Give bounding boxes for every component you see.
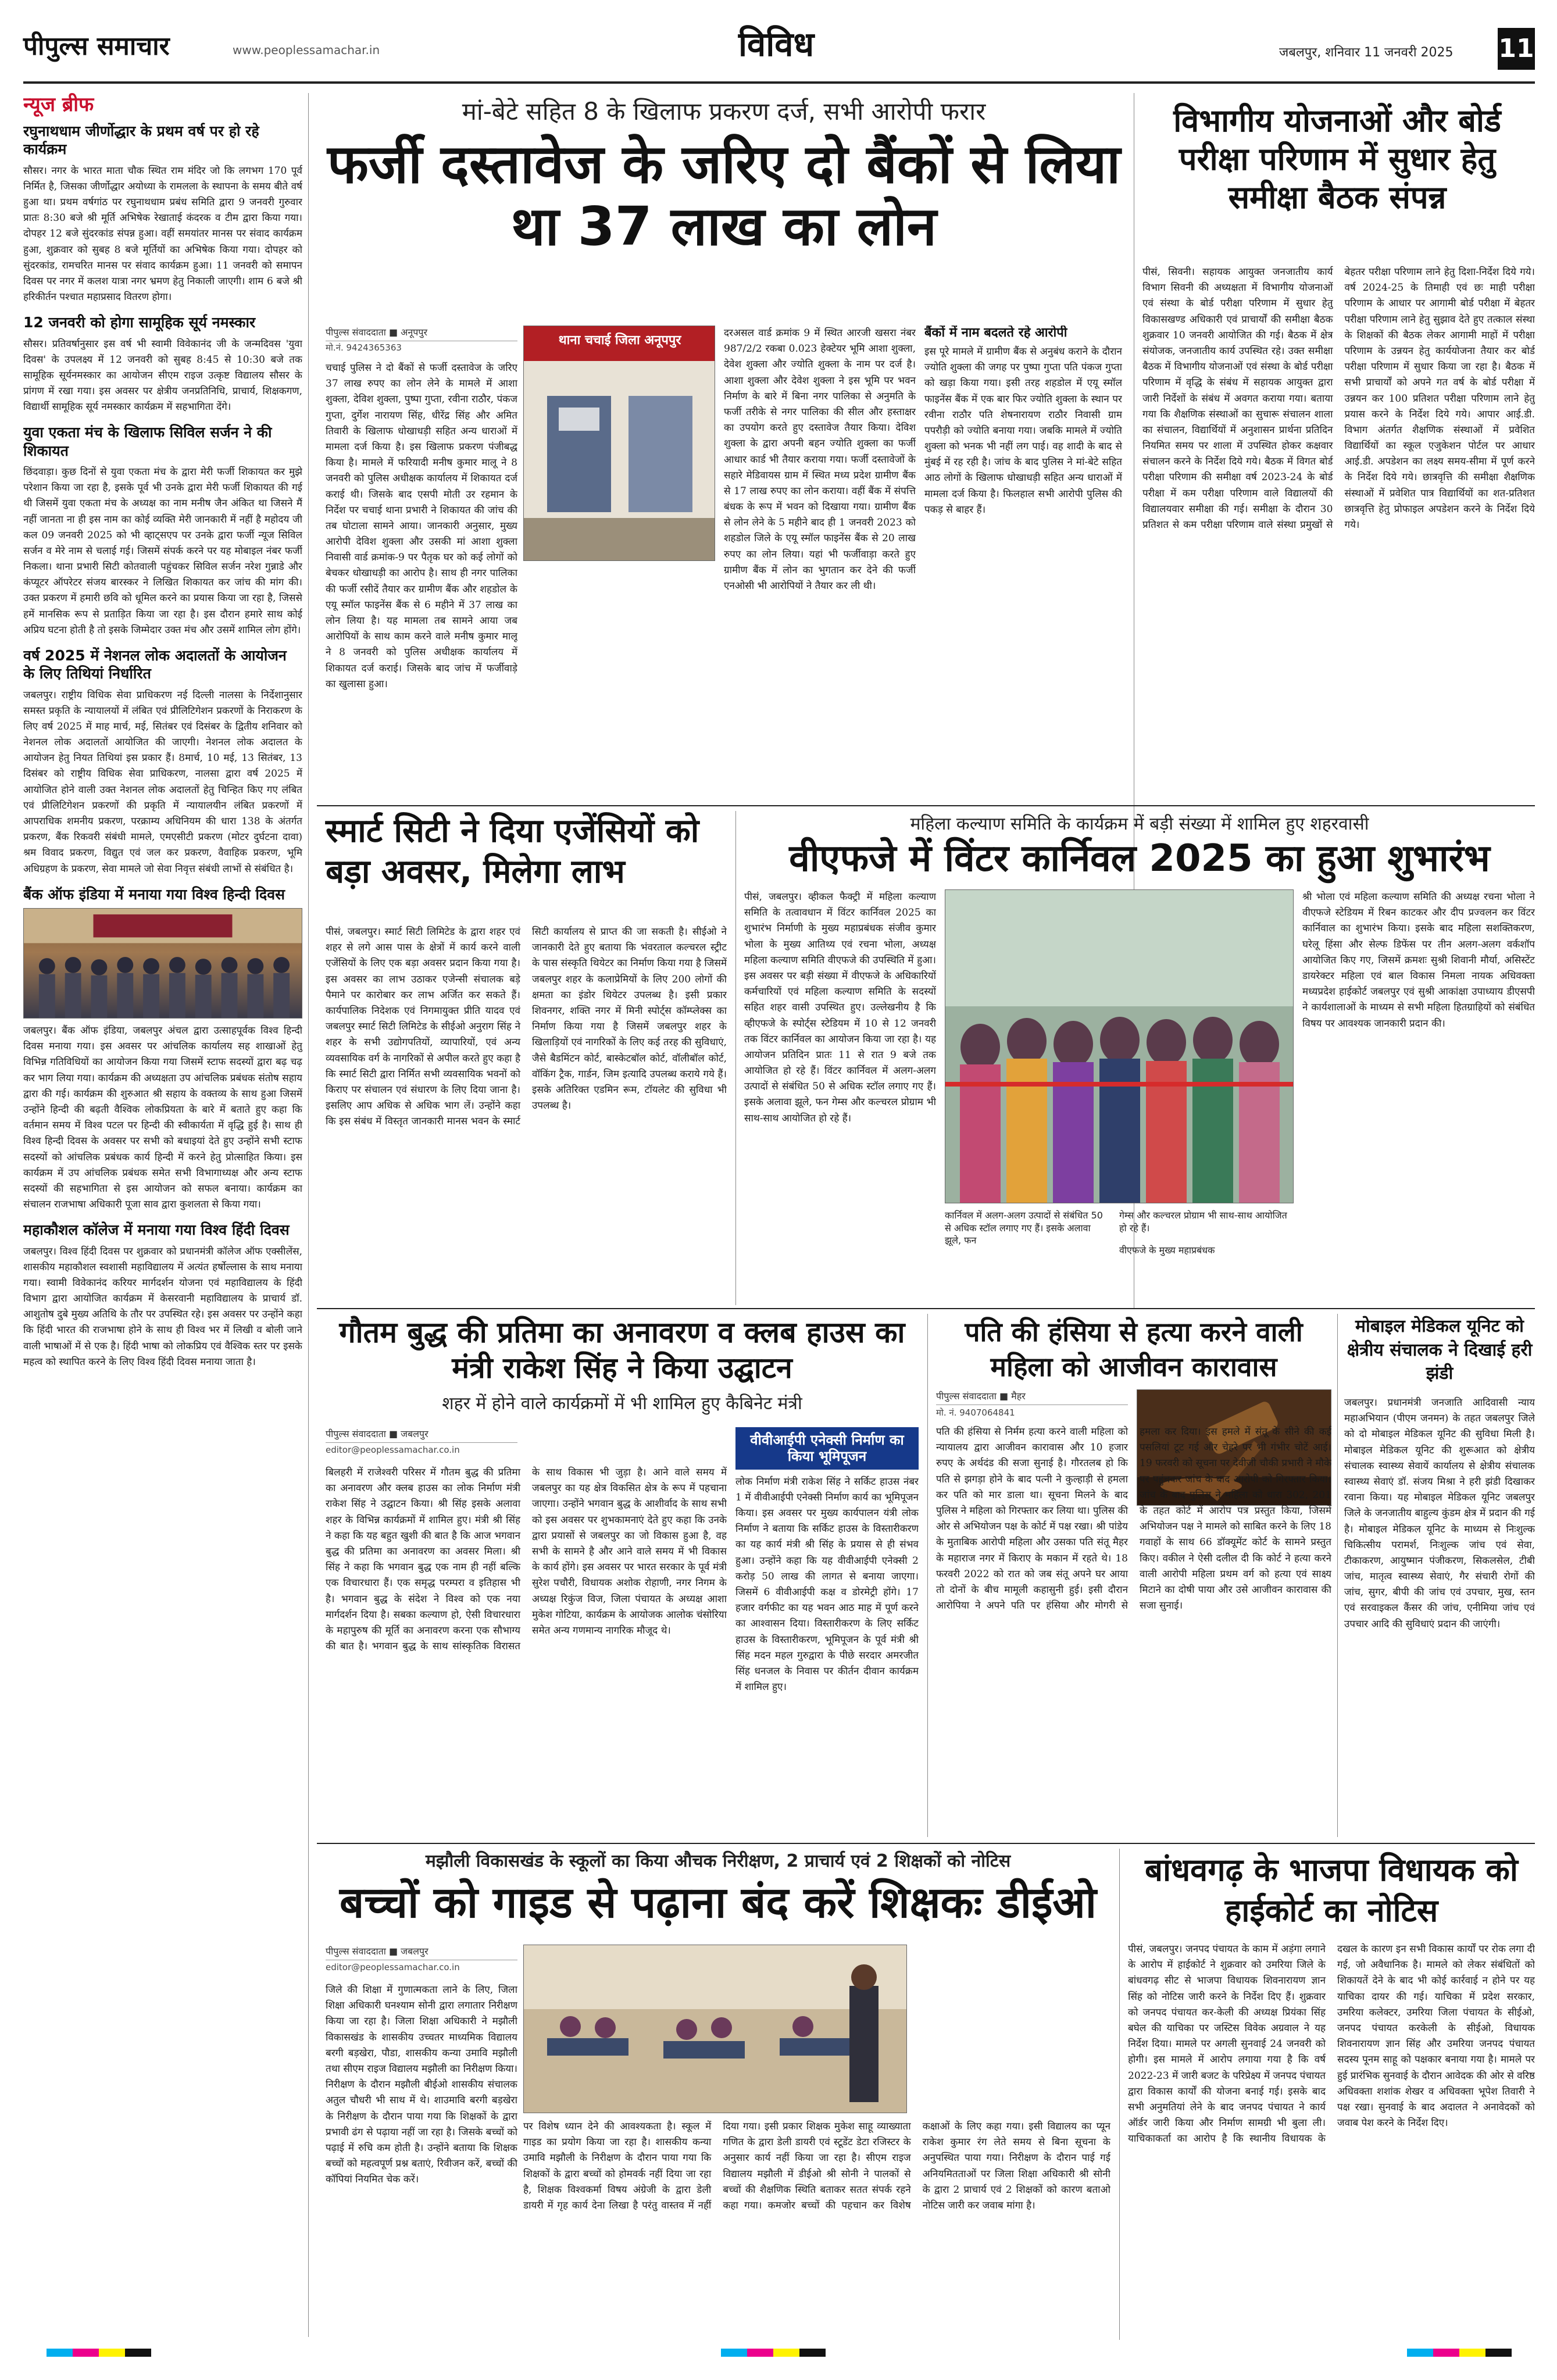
mla-headline: बांधवगढ़ के भाजपा विधायक को हाईकोर्ट का नोटिस [1145,1852,1518,1929]
brief-headline: महाकौशल कॉलेज में मनाया गया विश्व हिंदी दिवस [23,1221,290,1239]
brief-item [23,122,302,305]
deo-byline: पीपुल्स संवाददाता ■ जबलपुर [326,1945,517,1960]
masthead-rule [23,81,1535,84]
review-body: पीसं, सिवनी। सहायक आयुक्त जनजातीय कार्य विभाग सिवनी की अध्यक्षता में विभागीय योजनाओं एवं संस्था के बोर्ड परीक्षा परिणाम में सुधार हेतु विकासखण्ड अधिकारी एवं प्राचार्यों की समीक्षा बैठक शुक्रवार 10 जनवरी आयोजित की गई। बैठक में क्षेत्र संयोजक, जनजातीय कार्य उपस्थित रहे। उक्त समीक्षा बैठक में विभागीय योजनाओं एवं संस्था के बोर्ड परीक्षा परिणाम में वृद्धि के संबंध में सहायक आयुक्त द्वारा जारी निर्देशों के संबंध में अवगत कराया गया। बताया गया कि शैक्षणिक संस्थाओं का सुचारू संचालन शाला का संचालन, विद्यार्थियों में अनुशासन प्रार्थना प्रतिदिन नियमित समय पर शाला में उपस्थित होकर कक्षवार संचालन करने के निर्देश दिये गये। बैठक में विगत बोर्ड परीक्षा परिणाम की समीक्षा वर्ष 2023-24 के बोर्ड परीक्षा में कम परीक्षा परिणाम वाले विद्यालयों की विद्यालयवार समीक्षा की गई। समीक्षा के दौरान 30 प्रतिशत से कम परीक्षा परिणाम वाले संस्था प्रमुखों से बेहतर परीक्षा परिणाम लाने हेतु दिशा-निर्देश दिये गये। वर्ष 2024-25 के तिमाही एवं छः माही परीक्षा परिणाम के आधार पर आगामी बोर्ड परीक्षा में बेहतर परीक्षा परिणाम लाने हेतु सुझाव देते हुए तत्काल संस्था के शिक्षकों की बैठक लेकर आगामी माहों में परीक्षा परिणाम के उन्नयन हेतु कार्ययोजना तैयार कर बोर्ड परीक्षा परिणाम में सुधार किया जा रहा है। बैठक में सभी प्राचार्यों को अपने गत वर्ष के बोर्ड परीक्षा में उन्नयन कर 100 प्रतिशत परीक्षा परिणाम लाने हेतु प्रयास करने के निर्देश दिये गये। आपार आई.डी. विभाग अंतर्गत शैक्षणिक संस्थाओं में प्रवेशित विद्यार्थियों का स्कूल एजुकेशन पोर्टल पर आधार आई.डी. अपडेशन का लक्ष्य समय-सीमा में पूर्ण करने के निर्देश दिये गये। छात्रवृत्ति की समीक्षा शैक्षणिक संस्थाओं में प्रवेशित पात्र विद्यार्थियों का शत-प्रतिशत छात्रवृत्ति हेतु प्रोफाइल अपडेशन करने के निर्देश दिये गये। [1142,266,1535,531]
masthead [23,23,1535,76]
brief-text: सौसर। नगर के भारत माता चौक स्थित राम मंदिर जो कि लगभग 170 पूर्व निर्मित है, जिसका जीर्णोद्धार अयोध्या के रामलला के स्थापना के समय बीते वर्ष हुआ था। प्रथम वर्षगांठ पर रघुनाथधाम प्रबंध समिति द्वारा 9 जनवरी गुरुवार प्रातः 8:30 बजे श्री मूर्ति अभिषेक रेखाताई कंदरक व टीम द्वारा किया गया। दोपहर 12 बजे सुंदरकांड संपन्न हुआ। वहीं समयांतर मानस पर संवाद कार्यक्रम हुआ, शुक्रवार को सुबह 8 बजे मूर्तियों का अभिषेक किया गया। दोपहर को सुंदरकांड, रामचरित मानस पर संवाद कार्यक्रम हुआ। 11 जनवरी को समापन दिवस पर नगर में कलश यात्रा नगर भ्रमण हेतु निकाली जाएगी। शाम 6 बजे श्री हरिकीर्तन पश्चात महाप्रसाद वितरण होगा। [23,165,302,303]
police-station-photo [523,326,715,561]
column-divider [308,93,309,2337]
registration-bar [1407,2349,1512,2357]
carnival-headline: वीएफजे में विंटर कार्निवल 2025 का हुआ शुभारंभ [789,837,1490,880]
police-station-sign: थाना चचाई जिला अनूपपुर [558,333,681,348]
lead-kicker: मां-बेटे सहित 8 के खिलाफ प्रकरण दर्ज, सभी आरोपी फरार [462,97,986,126]
annex-box-body: लोक निर्माण मंत्री राकेश सिंह ने सर्किट हाउस नंबर 1 में वीवीआईपी एनेक्सी निर्माण कार्य का भूमिपूजन किया। इस अवसर पर मुख्य कार्यपालन यंत्री लोक निर्माण ने बताया कि सर्किट हाउस के विस्तारीकरण का यह कार्य मंत्री श्री सिंह के प्रयास से ही संभव हुआ। उन्होंने कहा कि यह वीवीआईपी एनेक्सी 2 करोड़ 50 लाख की लागत से बनाया जाएगा। जिसमें 6 वीवीआईपी कक्ष व डोरमेट्री होंगे। 17 हजार वर्गफीट का यह भवन आठ माह में पूर्ण करने का आश्वासन दिया। विस्तारीकरण के लिए सर्किट हाउस के विस्तारीकरण, भूमिपूजन के पूर्व मंत्री श्री सिंह मदन महल गुरुद्वारा के पीछे सरदार अमरजीत सिंह धनजल के निवास पर कीर्तन दीवान कार्यक्रम में शामिल हुए। [735,1475,919,1693]
carnival-body-1: पीसं, जबलपुर। व्हीकल फैक्ट्री में महिला कल्याण समिति के तत्वावधान में विंटर कार्निवल 2025 का शुभारंभ निर्माणी के मुख्य महाप्रबंधक संजीव कुमार भोला के मुख्य आतिथ्य एवं रचना भोला, अध्यक्ष महिला कल्याण समिति वीएफजे की उपस्थिति में हुआ। इस अवसर पर बड़ी संख्या में वीएफजे के अधिकारियों कर्मचारियों एवं महिला कल्याण समिति के सदस्यों सहित शहर वासी उपस्थित हुए। उल्लेखनीय है कि व्हीएफजे के स्पोर्ट्स स्टेडियम में 10 से 12 जनवरी तक विंटर कार्निवल का आयोजन किया जा रहा है। यह आयोजन प्रतिदिन प्रातः 11 से रात 9 बजे तक आयोजित हो रहे हैं। विंटर कार्निवल में अलग-अलग उत्पादों से संबंधित 50 से अधिक स्टॉल लगाए गए हैं। इसके अलावा झूले, फन गेम्स और कल्चरल प्रोग्राम भी साथ-साथ आयोजित हो रहे हैं। [744,891,936,1124]
brief-text: जबलपुर। विश्व हिंदी दिवस पर शुक्रवार को प्रधानमंत्री कॉलेज ऑफ एक्सीलेंस, शासकीय महाकौशल स्वशासी महाविद्यालय में अत्यंत हर्षोल्लास के साथ मनाया गया। स्वामी विवेकानंद करियर मार्गदर्शन योजना एवं महाविद्यालय के हिंदी विभाग द्वारा आयोजित कार्यक्रम में केसरवानी महाविद्यालय के प्राचार्य डॉ. आशुतोष दुबे मुख्य अतिथि के तौर पर उपस्थित रहे। इस अवसर पर उन्होंने कहा कि हिंदी भारत की राजभाषा होने के साथ ही विश्व भर में लिखी व बोली जाने वाली भाषाओं में से एक है। हिंदी भाषा को लोकप्रिय एवं वैश्विक स्तर पर इसके महत्व को स्थापित करने के लिए विश्व हिंदी दिवस मनाया जाता है। [23,1245,302,1368]
brief-headline: 12 जनवरी को होगा सामूहिक सूर्य नमस्कार [23,314,256,331]
column-divider [1337,1314,1338,1837]
deo-kicker: मझौली विकासखंड के स्कूलों का किया औचक निरीक्षण, 2 प्राचार्य एवं 2 शिक्षकों को नोटिस [425,1851,1011,1871]
brief-item [23,313,302,415]
brief-headline: बैंक ऑफ इंडिया में मनाया गया विश्व हिन्दी दिवस [23,885,285,903]
smart-city-headline: स्मार्ट सिटी ने दिया एजेंसियों को बड़ा अवसर, मिलेगा लाभ [326,812,699,891]
brief-item [23,646,302,877]
lead-byline: पीपुल्स संवाददाता ■ अनूपपुर [326,326,517,341]
murder-byline: पीपुल्स संवाददाता ■ मैहर [936,1389,1128,1405]
lead-body-1: चचाई पुलिस ने दो बैंकों से फर्जी दस्तावेज के जरिए 37 लाख रुपए का लोन लेने के मामले में आशा शुक्ला, देविश शुक्ला, पुष्पा गुप्ता, रवीना राठौर, पंकज गुप्ता, दुर्गेश नारायण सिंह, धीरेंद्र सिंह और अमित तिवारी के खिलाफ धोखाधड़ी सहित अन्य धाराओं में मामला दर्ज किया है। इस खिलाफ प्रकरण पंजीबद्ध किया है। मामले में फरियादी मनीष कुमार मालू ने 8 जनवरी को पुलिस अधीक्षक कार्यालय में शिकायत दर्ज कराई थी। जिसके बाद एसपी मोती उर रहमान के निर्देश पर चचाई थाना प्रभारी ने शिकायत की जांच की तब घोटाला सामने आया। जानकारी अनुसार, मुख्य आरोपी देविश शुक्ला और उसकी मां आशा शुक्ला निवासी वार्ड क्रमांक-9 पर पैतृक घर को कई लोगों को बेचकर धोखाधड़ी का आरोप है। साथ ही नगर पालिका की फर्जी रसीदें तैयार कर ग्रामीण बैंक और शहडोल के एयू स्मॉल फाइनेंस बैंक से 6 महीने में 37 लाख का लोन लिया है। यह मामला तब सामने आया जब आरोपियों के साथ काम करने वाले मनीष कुमार मालू ने 8 जनवरी को पुलिस अधीक्षक कार्यालय में शिकायत दर्ज कराई। जिसके बाद जांच में फर्जीवाड़े का खुलासा हुआ। [326,362,517,690]
dateline: जबलपुर, शनिवार 11 जनवरी 2025 [1279,45,1454,60]
masthead-title: पीपुल्स समाचार [23,31,170,61]
registration-bar [47,2349,151,2357]
carnival-ribbon-photo [945,889,1294,1203]
buddha-body: बिलहरी में राजेश्वरी परिसर में गौतम बुद्ध की प्रतिमा का अनावरण और क्लब हाउस का लोक निर्माण मंत्री राकेश सिंह ने उद्घाटन किया। श्री सिंह इसके अलावा शहर के विभिन्न कार्यक्रमों में शामिल हुए। मंत्री श्री सिंह ने कहा कि यह बहुत खुशी की बात है कि आज भगवान बुद्ध की प्रतिमा का अनावरण का अवसर मिला। श्री सिंह ने कहा कि भगवान बुद्ध एक नाम ही नहीं बल्कि एक विचारधारा हैं। एक समृद्ध परम्परा व इतिहास भी है। भगवान बुद्ध के संदेश ने विश्व को एक नया मार्गदर्शन दिया है। सबका कल्याण हो, ऐसी विचारधारा के महापुरुष की मूर्ति का अनावरण करना एक सौभाग्य की बात है। भगवान बुद्ध के साथ सांस्कृतिक विरासत के साथ विकास भी जुड़ा है। आने वाले समय में जबलपुर का यह क्षेत्र विकसित क्षेत्र के रूप में पहचाना जाएगा। उन्होंने भगवान बुद्ध के आशीर्वाद के साथ सभी को इस अवसर पर शुभकामनाएं देते हुए कहा कि उनके द्वारा प्रयासों से जबलपुर का जो विकास हुआ है, वह सभी के सामने है और आने वाले समय में भी विकास के कार्य होंगे। इस अवसर पर भारत सरकार के पूर्व मंत्री सुरेश पचौरी, विधायक अशोक रोहाणी, नगर निगम के अध्यक्ष रिकुंज विज, जिला पंचायत के अध्यक्ष आशा मुकेश गोटिया, कार्यक्रम के आयोजक आलोक चंसोरिया समेत अन्य गणमान्य नागरिक मौजूद थे। [326,1467,727,1653]
news-brief-label: न्यूज ब्रीफ [23,93,94,116]
carnival-caption-1: कार्निवल में अलग-अलग उत्पादों से संबंधित 50 से अधिक स्टॉल लगाए गए हैं। इसके अलावा झूले, फन [945,1210,1103,1246]
buddha-email: editor@peoplessamachar.co.in [326,1445,460,1455]
murder-body: पति की हंसिया से निर्मम हत्या करने वाली महिला को न्यायालय द्वारा आजीवन कारावास और 10 हजार रुपए के अर्थदंड की सजा सुनाई है। गौरतलब हो कि पति से झगड़ा होने के बाद पत्नी ने कुल्हाड़ी से हमला कर पति को मार डाला था। सूचना मिलने के बाद पुलिस ने महिला को गिरफ्तार कर लिया था। पुलिस की ओर से अभियोजन पक्ष के कोर्ट में पक्ष रखा। श्री पांडेय के मुताबिक आरोपी महिला और उसका पति संतू मैहर के महाराज नगर में किराए के मकान में रहते थे। 18 फरवरी 2022 को रात को जब संतू अपने घर आया तो दोनों के बीच मामूली कहासुनी हुई। इसी दौरान आरोपिया ने अपने पति पर हंसिया और मोगरी से हमला कर दिया। इस हमले में संतू के सीने की कई पसलियां टूट गई और चेहरे पर भी गंभीर चोटें आई। 19 फरवरी को सूचना पर देवीजी चौकी प्रभारी ने मौके पर पहुंचकर जांच के बाद आरोपी को गिरफ्तार किया। जांच के बाद पुलिस ने महिला को धारा 302, 201 के तहत कोर्ट में आरोप पत्र प्रस्तुत किया, जिसमें अभियोजन पक्ष ने मामले को साबित करने के लिए 18 गवाहों के साथ 66 डॉक्यूमेंट कोर्ट के सामने प्रस्तुत किए। वकील ने ऐसी दलील दी कि कोर्ट ने हत्या करने वाली आरोपी महिला प्रथम वर्ग को हत्या एवं साक्ष्य मिटाने का दोषी पाया और उसे आजीवन कारावास की सजा सुनाई। [936,1426,1331,1612]
section-rule [317,1308,1535,1309]
brief-headline: युवा एकता मंच के खिलाफ सिविल सर्जन ने की शिकायत [23,424,272,459]
brief-item [23,423,302,638]
lead-body-1b [523,567,715,799]
section-rule [317,1843,1535,1844]
section-title: विविध [738,24,815,64]
carnival-kicker: महिला कल्याण समिति के कार्यक्रम में बड़ी संख्या में शामिल हुए शहरवासी [910,814,1369,834]
buddha-subheadline: शहर में होने वाले कार्यक्रमों में भी शामिल हुए कैबिनेट मंत्री [442,1393,802,1414]
murder-phone: मो. नं. 9407064841 [936,1407,1015,1418]
murder-headline: पति की हंसिया से हत्या करने वाली महिला को आजीवन कारावास [965,1316,1303,1382]
lead-body-3: इस पूरे मामले में ग्रामीण बैंक से अनुबंध कराने के दौरान ज्योति शुक्ला की जगह पर पुष्पा गुप्ता पति पंकज गुप्ता को खड़ा किया गया। इसी तरह शहडोल में एयू स्मॉल फाइनेंस बैंक में एक बार फिर ज्योति शुक्ला के स्थान पर रवीना राठौर पति शेषनारायण राठौर निवासी ग्राम पपरौड़ी को ज्योति बनाया गया। जबकि मामले में ज्योति शुक्ला को भनक भी नहीं लग पाई। वह शादी के बाद से मुंबई में रह रही है। जांच के बाद पुलिस ने मां-बेटे सहित आठ लोगों के खिलाफ धोखाधड़ी सहित अन्य धाराओं में मामला दर्ज किया है। फिलहाल सभी आरोपी पुलिस की पकड़ से बाहर हैं। [924,345,1122,516]
news-brief-column [23,93,302,2337]
brief-item [23,1221,302,1370]
brief-text: छिंदवाड़ा। कुछ दिनों से युवा एकता मंच के द्वारा मेरी फर्जी शिकायत कर मुझे परेशान किया जा रहा है, इसके पूर्व भी उनके द्वारा मेरी फर्जी शिकायत की गई थी जिसमें युवा एकता मंच के अध्यक्ष का नाम मनीष जैन अंकित था जिसने मैं नहीं जानता ना ही इस नाम का कोई व्यक्ति मेरी जानकारी में नहीं है महोदय जी कल 09 जनवरी 2025 को भी व्हाट्सएप पर उनके द्वारा फर्जी न्यूज सिविल सर्जन व मेरे नाम से चलाई गई। जिसमें संपर्क करने पर यह मोबाइल नंबर फर्जी निकला। थाना प्रभारी सिटी कोतवाली पहुंचकर सिविल सर्जन नरेश गुन्नाडे और कंप्यूटर ऑपरेटर संजय बारस्कर ने लिखित शिकायत कर जांच की मांग की। उक्त प्रकरण में हमारी छवि को धूमिल करने का प्रयास किया जा रहा है, जिससे हमें मानसिक रूप से प्रताड़ित किया जा रहा है। इस दौरान हमारे साथ कोई अप्रिय घटना होती है तो इसके जिम्मेदार उक्त मंच और उसमें शामिल लोग होंगे। [23,466,302,636]
column-divider [735,811,736,1305]
lead-col3 [924,326,1122,796]
brief-item [23,885,302,1213]
review-headline: विभागीय योजनाओं और बोर्ड परीक्षा परिणाम में सुधार हेतु समीक्षा बैठक संपन्न [1173,102,1501,216]
brief-text: जबलपुर। बैंक ऑफ इंडिया, जबलपुर अंचल द्वारा उत्साहपूर्वक विश्व हिन्दी दिवस मनाया गया। इस अवसर पर आंचलिक कार्यालय सह शाखाओं हेतु विभिन्न गतिविधियों का आयोजन किया गया जिसमें स्टाफ सदस्यों द्वारा बढ़ चढ़ कर भाग लिया गया। कार्यक्रम की अध्यक्षता उप आंचलिक प्रबंधक संतोष सहाय द्वारा की गई। कार्यक्रम की शुरुआत श्री सहाय के वक्तव्य के साथ हुआ जिसमें उन्होंने हिन्दी की बढ़ती वैश्विक लोकप्रियता के बारे में बताते हुए कहा कि वर्तमान समय में विश्व पटल पर हिन्दी की स्वीकार्यता में वृद्धि हुई है। साथ ही विश्व हिन्दी दिवस के अवसर पर सभी को बधाइयां देते हुए उन्होंने सभी स्टाफ सदस्यों को आंचलिक प्रबंधक कार्य हिन्दी में करने हेतु प्रोत्साहित किया। इस कार्यक्रम में उप आंचलिक प्रबंधक समेत सभी विभागाध्यक्ष और अन्य स्टाफ सदस्यों की सहभागिता से इस आयोजन को सफल बनाया। कार्यक्रम का संचालन राजभाषा अधिकारी पूजा साव द्वारा कुशलता से किया गया। [23,1025,302,1211]
deo-email: editor@peoplessamachar.co.in [326,1962,460,1972]
lead-phone: मो.नं. 9424365363 [326,342,402,353]
brief-headline: रघुनाथधाम जीर्णोद्धार के प्रथम वर्ष पर हो रहे कार्यक्रम [23,123,259,158]
brief-headline: वर्ष 2025 में नेशनल लोक अदालतों के आयोजन के लिए तिथियां निर्धारित [23,647,287,682]
column-divider [1119,1849,1120,2340]
mla-body: पीसं, जबलपुर। जनपद पंचायत के काम में अड़ंगा लगाने के आरोप में हाईकोर्ट ने शुक्रवार को उमरिया जिले के बांधवगढ़ सीट से भाजपा विधायक शिवनारायण ज्ञान सिंह को नोटिस जारी करने के निर्देश दिए हैं। शुक्रवार को जनपद पंचायत कर-केली की अध्यक्ष प्रियंका सिंह बघेल की याचिका पर जस्टिस विवेक अग्रवाल ने यह निर्देश दिया। मामले पर अगली सुनवाई 24 जनवरी को होगी। इस मामले में आरोप लगाया गया है कि वर्ष 2022-23 में जारी बजट के परिप्रेक्ष्य में जनपद पंचायत द्वारा विकास कार्यों की योजना बनाई गई। इसके बाद सभी अनुमतियां लेने के बाद जनपद पंचायत ने कार्य ऑर्डर जारी किया और निर्माण सामग्री भी बुला ली। याचिकाकर्ता का आरोप है कि स्थानीय विधायक के दखल के कारण इन सभी विकास कार्यों पर रोक लगा दी गई, जो अवैधानिक है। मामले को लेकर संबंधितों को शिकायतें देने के बाद भी कोई कार्रवाई न होने पर यह याचिका दायर की गई। याचिका में प्रदेश सरकार, उमरिया कलेक्टर, उमरिया जिला पंचायत के सीईओ, जनपद पंचायत करकेली के सीईओ, विधायक शिवनारायण ज्ञान सिंह और उमरिया जनपद पंचायत सदस्य पूनम साहू को पक्षकार बनाया गया है। मामले पर हुई प्रारंभिक सुनवाई के दौरान आवेदक की ओर से वरिष्ठ अधिवक्ता शशांक शेखर व अधिवक्ता भूपेश तिवारी ने पक्ष रखा। सुनवाई के बाद अदालत ने अनावेदकों को जवाब पेश करने के निर्देश दिए। [1128,1943,1535,2145]
page-number: 11 [1498,28,1535,70]
lead-subhead: बैंकों में नाम बदलते रहे आरोपी [924,326,1067,340]
lead-body-2: दरअसल वार्ड क्रमांक 9 में स्थित आरजी खसरा नंबर 987/2/2 रकबा 0.023 हेक्टेयर भूमि आशा शुक्ला, देवेश शुक्ला और ज्योति शुक्ला के नाम पर दर्ज है। आशा शुक्ला और देवेश शुक्ला ने इस भूमि पर भवन निर्माण के बारे में बिना नगर पालिका से अनुमति के फर्जी तरीके से नगर पालिका की सील और हस्ताक्षर का उपयोग करते हुए दस्तावेज तैयार किया। देविश शुक्ला के द्वारा अपनी बहन ज्योति शुक्ला का फर्जी आधार कार्ड भी तैयार कराया गया। फर्जी दस्तावेजों के सहारे मेडिवायस ग्राम में स्थित मध्य प्रदेश ग्रामीण बैंक से 17 लाख रुपए का लोन कराया। वहीं बैंक में संपत्ति बंधक के रूप में भवन को दिखाया गया। ग्रामीण बैंक से लोन लेने के 5 महीने बाद ही 1 जनवरी 2023 को शहडोल जिले के एयू स्मॉल फाइनेंस बैंक से 20 लाख रुपए का लोन लिया। यहां भी फर्जीवाड़ा करते हुए ग्रामीण बैंक में लोन का भुगतान कर देने की फर्जी एनओसी भी आरोपियों ने तैयार कर ली थी। [724,327,916,592]
registration-bar [721,2349,826,2357]
smart-city-body: पीसं, जबलपुर। स्मार्ट सिटी लिमिटेड के द्वारा शहर एवं शहर से लगे आस पास के क्षेत्रों में कार्य करने वाली एजेंसियों के लिए एक बड़ा अवसर प्रदान किया गया है। इस अवसर का लाभ उठाकर एजेन्सी संचालक बड़े पैमाने पर कारोबार कर लाभ अर्जित कर सकते हैं। कार्यपालिक निदेशक एवं निगमायुक्त प्रीति यादव एवं जबलपुर स्मार्ट सिटी लिमिटेड के सीईओ अनुराग सिंह ने शहर के सभी उद्योगपतियों, व्यापारियों, एवं अन्य व्यवसायिक वर्ग के नागरिकों से अपील करते हुए कहा है कि स्मार्ट सिटी द्वारा निर्मित सभी व्यवसायिक भवनों को किराए पर संचालन एवं संधारण के लिए दिया जाना है। इसलिए आप अधिक से अधिक भाग लें। उन्होंने कहा कि इस संबंध में विस्तृत जानकारी मानस भवन के स्मार्ट सिटी कार्यालय से प्राप्त की जा सकती है। सीईओ ने जानकारी देते हुए बताया कि भंवरताल कल्चरल स्ट्रीट के पास संस्कृति थियेटर का निर्माण किया गया है जिसमें जबलपुर शहर के कलाप्रेमियों के लिए 200 लोगों की क्षमता का इंडोर थियेटर उपलब्ध है। इसी प्रकार शिवनगर, शक्ति नगर में मिनी स्पोर्ट्स कॉम्प्लेक्स का निर्माण किया गया है जिसमें जबलपुर शहर के खिलाड़ियों एवं नागरिकों के लिए कई तरह की सुविधाएं, जैसे बैडमिंटन कोर्ट, बास्केटबॉल कोर्ट, वॉलीबॉल कोर्ट, वॉकिंग ट्रैक, गार्डन, जिम इत्यादि उपलब्ध कराये गये हैं। इसके अतिरिक्त एडमिन रूम, टॉयलेट की सुविधा भी उपलब्ध है। [326,926,727,1128]
carnival-caption-2: गेम्स और कल्चरल प्रोग्राम भी साथ-साथ आयोजित हो रहे हैं। [1119,1210,1287,1234]
carnival-caption-3: वीएफजे के मुख्य महाप्रबंधक [1119,1245,1215,1256]
section-rule [317,805,1535,806]
lead-headline: फर्जी दस्तावेज के जरिए दो बैंकों से लिया था 37 लाख का लोन [327,133,1121,258]
column-divider [927,1314,928,1837]
annex-box [735,1427,919,1834]
classroom-photo [523,1945,907,2113]
deo-headline: बच्चों को गाइड से पढ़ाना बंद करें शिक्षकः डीईओ [339,1878,1097,1928]
masthead-url: www.peoplessamachar.in [233,43,380,57]
deo-body-1: जिले की शिक्षा में गुणात्मकता लाने के लिए, जिला शिक्षा अधिकारी घनश्याम सोनी द्वारा लगातार निरीक्षण किया जा रहा है। जिला शिक्षा अधिकारी ने मझौली विकासखंड के शासकीय उच्चतर माध्यमिक विद्यालय बरगी बड़खेरा, पौडा, शासकीय कन्या उमावि मझौली तथा सीएम राइज विद्यालय मझौली का निरीक्षण किया। निरीक्षण के दौरान मझौली बीईओ शासकीय संचालक अतुल चौधरी भी साथ में थे। शाउमावि बरगी बड़खेरा के निरीक्षण के दौरान पाया गया कि शिक्षकों के द्वारा प्रभावी ढंग से पढ़ाया नहीं जा रहा है। जिसके बच्चों को पढ़ाई में रुचि कम होती है। उन्होंने बताया कि शिक्षक बच्चों को महत्वपूर्ण प्रश्न बताएं, रिवीजन करें, बच्चों की कॉपियां नियमित चेक करें। [326,1984,517,2186]
mobile-medical-body: जबलपुर। प्रधानमंत्री जनजाति आदिवासी न्याय महाअभियान (पीएम जनमन) के तहत जबलपुर जिले को दो मोबाइल मेडिकल यूनिट की सुविधा मिली है। मोबाइल मेडिकल यूनिट की शुरूआत को क्षेत्रीय संचालक स्वास्थ्य सेवायें कार्यालय से क्षेत्रीय संचालक स्वास्थ्य सेवाएं डॉ. संजय मिश्रा ने हरी झंडी दिखाकर रवाना किया। यह मोबाइल मेडिकल यूनिट जबलपुर जिले के जनजातीय बाहुल्य कुंडम क्षेत्र में प्रदान की गई है। मोबाइल मेडिकल यूनिट के माध्यम से निःशुल्क चिकित्सीय परामर्श, निःशुल्क जांच एवं सेवा, टीकाकरण, आयुष्मान पंजीकरण, सिकलसेल, टीबी जांच, मातृत्व स्वास्थ्य सेवाएं, गैर संचारी रोगों की जांच, सुगर, बीपी की जांच एवं उपचार, मुख, स्तन एवं सरवाइकल कैंसर की जांच, एनीमिया जांच एवं उपचार आदि की सुविधाएं प्रदान की जाएंगी। [1344,1397,1535,1630]
brief-text: जबलपुर। राष्ट्रीय विधिक सेवा प्राधिकरण नई दिल्ली नालसा के निर्देशानुसार समस्त प्रकृति के न्यायालयों में लंबित एवं प्रीलिटिगेशन प्रकरणों के निराकरण के लिए वर्ष 2025 में माह मार्च, मई, सितंबर एवं दिसंबर के द्वितीय शनिवार को नेशनल लोक अदालतों आयोजित की जाएगी। नेशनल लोक अदालत के आयोजन हेतु नियत तिथियां इस प्रकार हैं। 8मार्च, 10 मई, 13 सितंबर, 13 दिसंबर को राष्ट्रीय विधिक सेवा प्राधिकरण, नालसा द्वारा वर्ष 2025 में आयोजित होने वाली उक्त नेशनल लोक अदालतों हेतु चिन्हित किए गए लंबित एवं प्रीलिटिगेशन प्रकरणों की प्रकृति में न्यायालयीन लंबित प्रकरणों में आपराधिक शमनीय प्रकरण, परक्राम्य अधिनियम की धारा 138 के अंतर्गत प्रकरण, बैंक रिकवरी संबंधी मामले, एमएसीटी प्रकरण (मोटर दुर्घटना दावा) श्रम विवाद प्रकरण, विद्युत एवं जल कर प्रकरण, वैवाहिक प्रकरण, भूमि अधिग्रहण के प्रकरण, सेवा मामले जो सेवा निवृत्त संबंधी लाभों से संबंधित है। [23,689,302,875]
carnival-body-2: श्री भोला एवं महिला कल्याण समिति की अध्यक्ष रचना भोला ने वीएफजे स्टेडियम में रिबन काटकर और दीप प्रज्वलन कर विंटर कार्निवाल का शुभारंभ किया। इसके बाद महिला सशक्तिकरण, घरेलू हिंसा और सेल्फ डिफेंस पर तीन अलग-अलग वर्कशॉप आयोजित किए गए, जिसमें क्रमशः सुश्री शिवानी मौर्या, असिस्टेंट डायरेक्टर महिला एवं बाल विकास निमला नायक अधिवक्ता मध्यप्रदेश हाईकोर्ट जबलपुर एवं सुश्री आकांक्षा उपाध्याय डीएसपी ने कार्यशालाओं के माध्यम से सभी महिला हितग्राहियों को संबंधित विषय पर आवश्यक जानकारी प्रदान की। [1302,891,1535,1030]
buddha-headline: गौतम बुद्ध की प्रतिमा का अनावरण व क्लब हाउस का मंत्री राकेश सिंह ने किया उद्घाटन [339,1316,905,1385]
annex-box-title: वीवीआईपी एनेक्सी निर्माण का किया भूमिपूजन [735,1427,919,1470]
brief-text: सौसर। प्रतिवर्षानुसार इस वर्ष भी स्वामी विवेकानंद जी के जन्मदिवस 'युवा दिवस' के उपलक्ष्य में 12 जनवरी को सुबह 8:45 से 10:30 बजे तक सामूहिक सूर्यनमस्कार का आयोजन सीएम राइज उत्कृष्ट विद्यालय सौसर के प्रांगण में रखा गया। इस अवसर पर क्षेत्रीय जनप्रतिनिधि, प्राचार्य, शिक्षकगण, विद्यार्थी सामूहिक सूर्य नमस्कार कार्यक्रम में सहभागिता देंगे। [23,338,302,413]
buddha-byline: पीपुल्स संवाददाता ■ जबलपुर [326,1427,517,1443]
deo-body-2: पर विशेष ध्यान देने की आवश्यकता है। स्कूल में गाइड का प्रयोग किया जा रहा है। शासकीय कन्या उमावि मझौली के निरीक्षण के दौरान पाया गया कि शिक्षकों के द्वारा बच्चों को होमवर्क नहीं दिया जा रहा है, शिक्षक विश्वकर्मा विषय अंग्रेजी के द्वारा डेली डायरी में गृह कार्य देना लिखा है परंतु वास्तव में नहीं दिया गया। इसी प्रकार शिक्षक मुकेश साहू व्याख्याता गणित के द्वारा डेली डायरी एवं स्टूडेंट डेटा रजिस्टर के अनुसार कार्य नहीं किया जा रहा है। सीएम राइज विद्यालय मझौली में डीईओ श्री सोनी ने पालकों से बच्चों की शैक्षणिक स्थिति बताकर सतत संपर्क रहने कहा गया। कमजोर बच्चों की पहचान कर विशेष कक्षाओं के लिए कहा गया। इसी विद्यालय का प्यून राकेश कुमार रंग लेते समय से बिना सूचना के अनुपस्थित पाया गया। निरीक्षण के दौरान पाई गई अनियमितताओं पर जिला शिक्षा अधिकारी श्री सोनी के द्वारा 2 प्राचार्य एवं 2 शिक्षकों को कारण बताओ नोटिस जारी कर जवाब मांगा है। [523,2121,1110,2211]
bank-event-photo [23,908,302,1019]
mobile-medical-headline: मोबाइल मेडिकल यूनिट को क्षेत्रीय संचालक ने दिखाई हरी झंडी [1347,1316,1533,1384]
